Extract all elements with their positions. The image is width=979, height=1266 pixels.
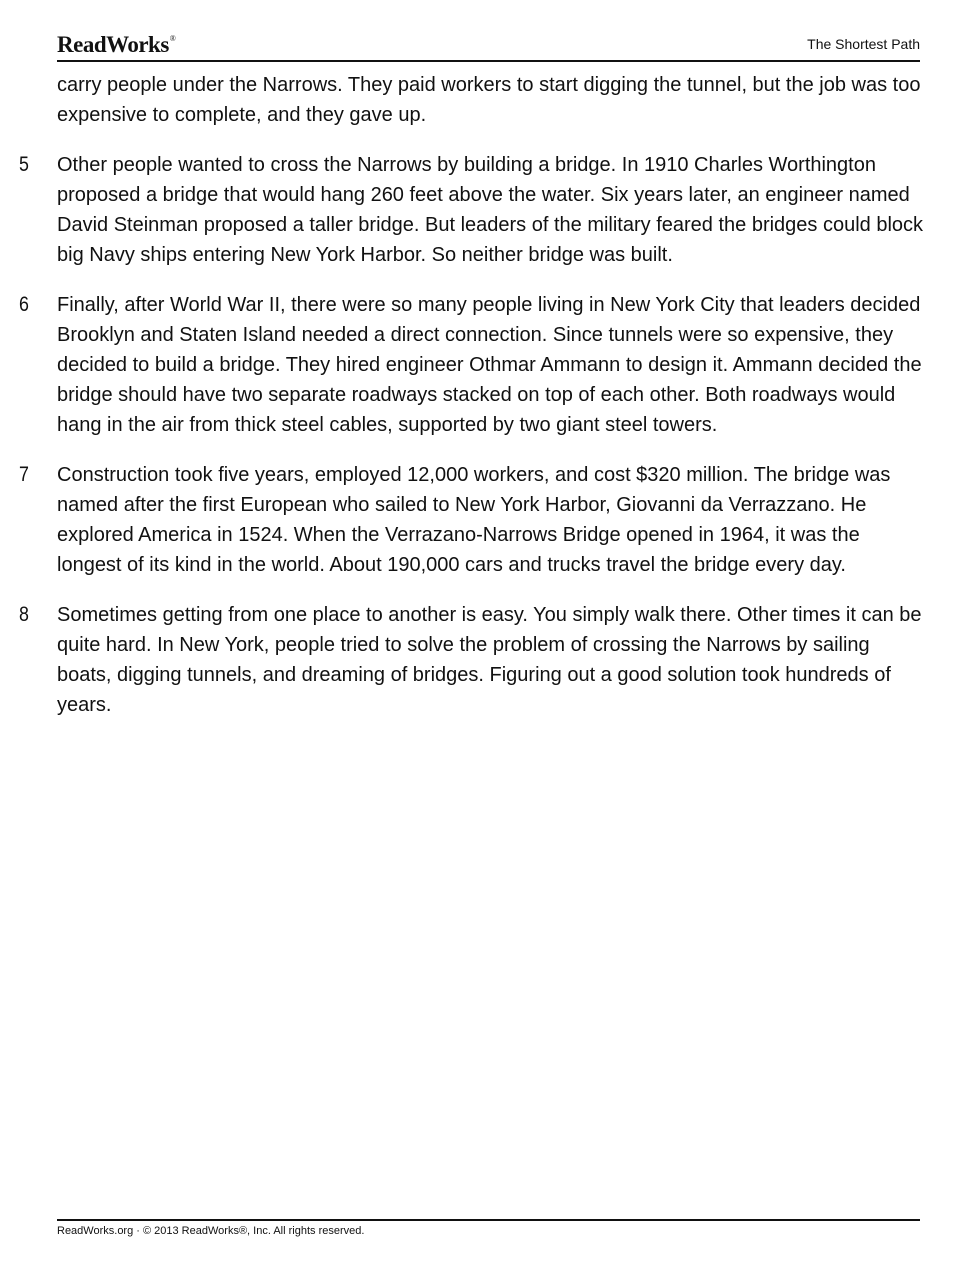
paragraph-text: Other people wanted to cross the Narrows by building a bridge. In 1910 Charles Worthington proposed a bridge that would hang 260 feet above the water. Six years later, an engineer named David Steinman proposed a taller bridge. But leaders of the military feared the bridges could block big Navy ships entering New York Harbor. So neither bridge was built. <box>57 154 924 266</box>
paragraph-5 <box>0 150 979 270</box>
document-title: The Shortest Path <box>807 36 920 52</box>
paragraph-7 <box>0 460 979 580</box>
copyright-text: ReadWorks.org · © 2013 ReadWorks®, Inc. All rights reserved. <box>57 1225 365 1237</box>
paragraph-continued <box>0 70 979 130</box>
paragraph-text: carry people under the Narrows. They paid workers to start digging the tunnel, but the job was too expensive to complete, and they gave up. <box>57 74 921 126</box>
paragraph-8 <box>0 600 979 720</box>
paragraph-number: 6 <box>19 293 29 316</box>
paragraph-text: Finally, after World War II, there were so many people living in New York City that leaders decided Brooklyn and Staten Island needed a direct connection. Since tunnels were so expensive, they decided to build a bridge. They hired engineer Othmar Ammann to design it. Ammann decided the bridge should have two separate roadways stacked on top of each other. Both roadways would hang in the air from thick steel cables, supported by two giant steel towers. <box>57 294 922 436</box>
article-body <box>0 70 979 740</box>
paragraph-6 <box>0 290 979 440</box>
logo-text: ReadWorks <box>57 32 169 57</box>
readworks-logo <box>57 32 175 58</box>
paragraph-text: Sometimes getting from one place to another is easy. You simply walk there. Other times it can be quite hard. In New York, people tried to solve the problem of crossing the Narrows by sailing boats, digging tunnels, and dreaming of bridges. Figuring out a good solution took hundreds of years. <box>57 604 922 716</box>
paragraph-number: 5 <box>19 153 29 176</box>
paragraph-number: 7 <box>19 463 29 486</box>
page-header <box>57 30 920 62</box>
paragraph-text: Construction took five years, employed 12,000 workers, and cost $320 million. The bridge was named after the first European who sailed to New York Harbor, Giovanni da Verrazzano. He explored America in 1524. When the Verrazano-Narrows Bridge opened in 1964, it was the longest of its kind in the world. About 190,000 cars and trucks travel the bridge every day. <box>57 464 891 576</box>
logo-registered-mark: ® <box>169 34 176 43</box>
page-footer <box>57 1219 920 1237</box>
paragraph-number: 8 <box>19 603 29 626</box>
